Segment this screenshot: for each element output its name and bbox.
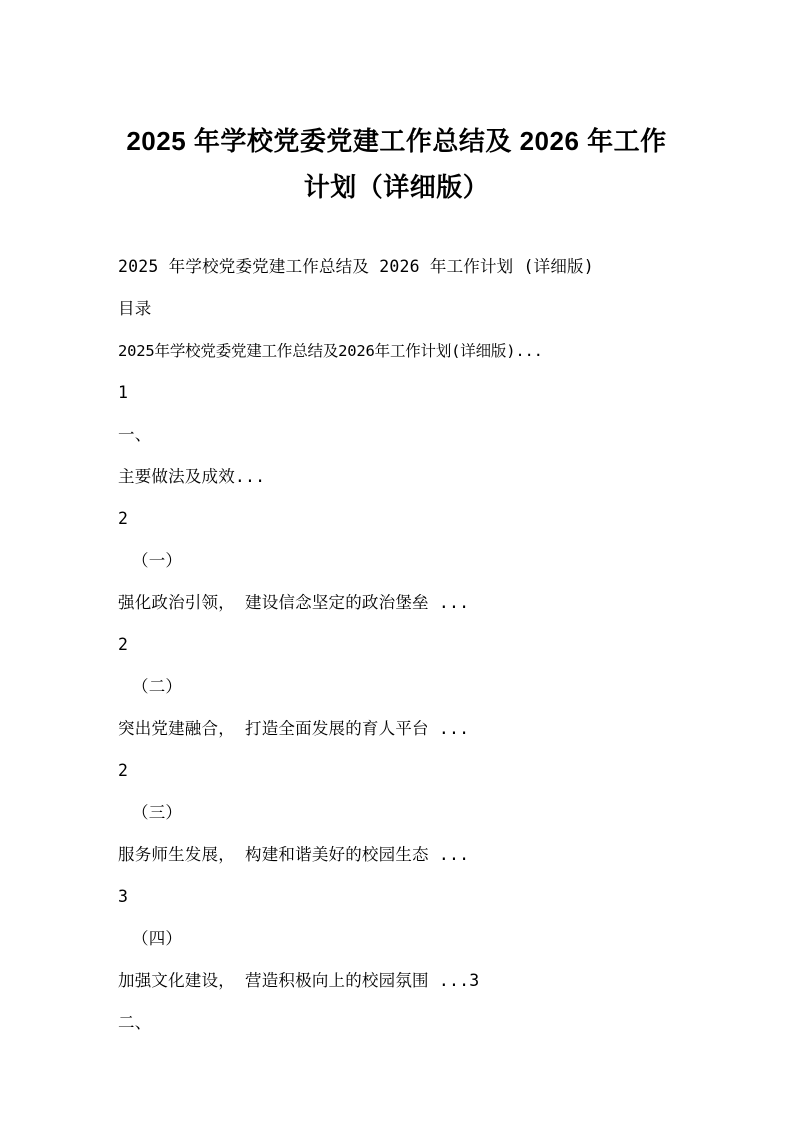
table-of-contents [118,246,675,1044]
toc-line: 2 [118,509,129,528]
toc-line: 2 [118,635,129,654]
toc-line: 2 [118,761,129,780]
toc-line: 1 [118,383,129,402]
toc-line: 服务师生发展， 构建和谐美好的校园生态 ... [118,845,470,864]
toc-line: 主要做法及成效... [118,467,266,486]
toc-line: 加强文化建设， 营造积极向上的校园氛围 ...3 [118,971,480,990]
toc-line: 强化政治引领， 建设信念坚定的政治堡垒 ... [118,593,470,612]
page-title: 2025 年学校党委党建工作总结及 2026 年工作计划（详细版） [126,126,667,202]
toc-line: （二） [132,677,183,696]
toc-line: 一、 [118,425,152,444]
toc-line: （三） [132,803,183,822]
toc-line: 2025年学校党委党建工作总结及2026年工作计划(详细版)... [118,342,543,360]
toc-line: 3 [118,887,129,906]
toc-line: 二、 [118,1013,152,1032]
toc-line: 突出党建融合， 打造全面发展的育人平台 ... [118,719,470,738]
toc-line: 目录 [118,299,152,318]
toc-line: （四） [132,929,183,948]
toc-line: （一） [132,551,183,570]
toc-line: 2025 年学校党委党建工作总结及 2026 年工作计划 (详细版) [118,257,594,276]
